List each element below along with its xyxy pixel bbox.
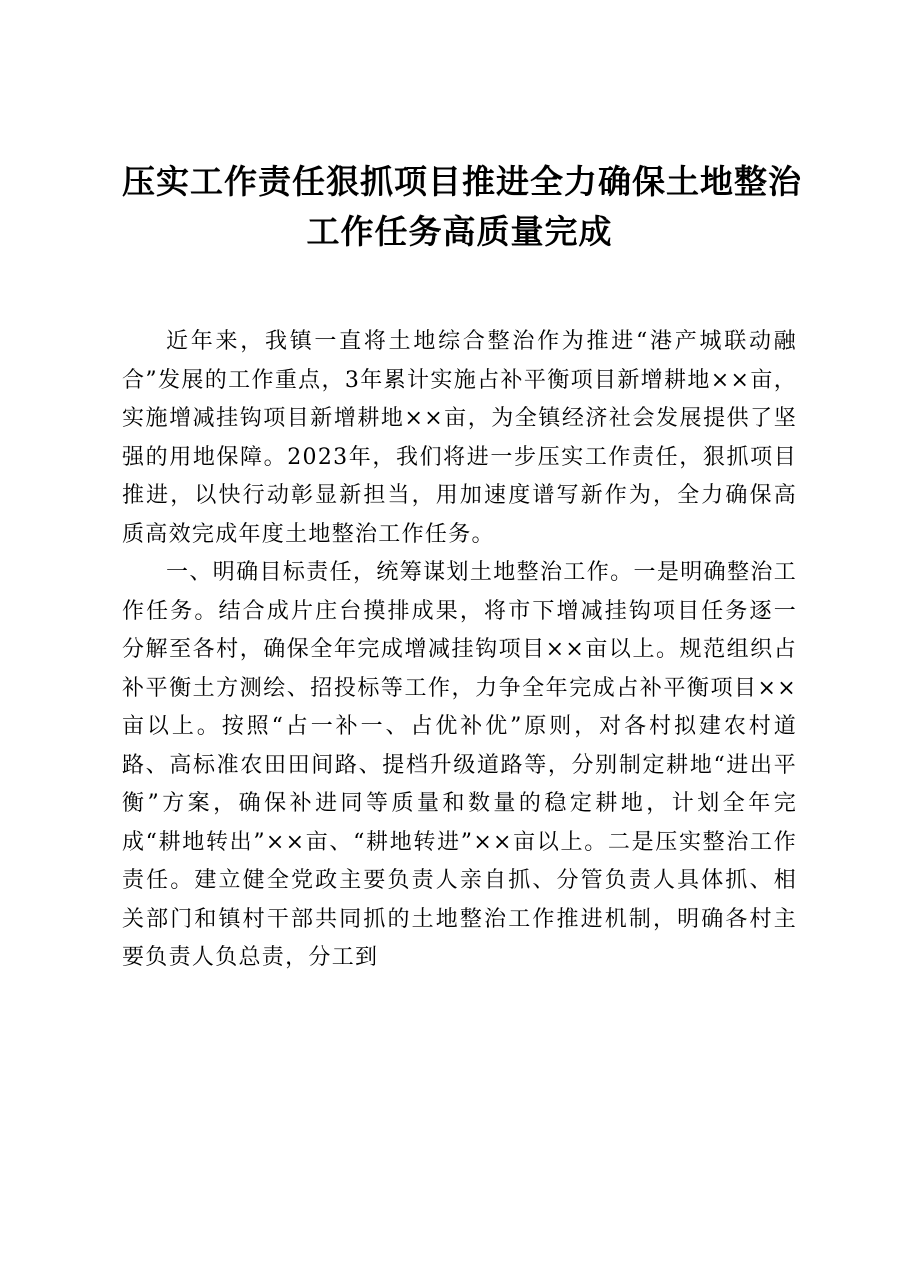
paragraph-intro: 近年来，我镇一直将土地综合整治作为推进“港产城联动融合”发展的工作重点，3年累计实施占补平衡项目新增耕地××亩，实施增减挂钩项目新增耕地××亩，为全镇经济社会发展提供了坚强的用地保障。2023年，我们将进一步压实工作责任，狠抓项目推进，以快行动彰显新担当，用加速度谱写新作为，全力确保高质高效完成年度土地整治工作任务。 — [122, 329, 797, 547]
document-body — [122, 323, 797, 978]
document-title — [122, 0, 802, 257]
title-line-1: 压实工作责任狠抓项目推进全力确保土地整治 — [122, 162, 802, 201]
paragraph-section-1: 一、明确目标责任，统筹谋划土地整治工作。一是明确整治工作任务。结合成片庄台摸排成果，将市下增减挂钩项目任务逐一分解至各村，确保全年完成增减挂钩项目××亩以上。规范组织占补平衡土方测绘、招投标等工作，力争全年完成占补平衡项目××亩以上。按照“占一补一、占优补优”原则，对各村拟建农村道路、高标准农田田间路、提档升级道路等，分别制定耕地“进出平衡”方案，确保补进同等质量和数量的稳定耕地，计划全年完成“耕地转出”××亩、“耕地转进”××亩以上。二是压实整治工作责任。建立健全党政主要负责人亲自抓、分管负责人具体抓、相关部门和镇村干部共同抓的土地整治工作推进机制，明确各村主要负责人负总责，分工到 — [122, 560, 797, 970]
title-line-2: 工作任务高质量完成 — [306, 212, 613, 251]
